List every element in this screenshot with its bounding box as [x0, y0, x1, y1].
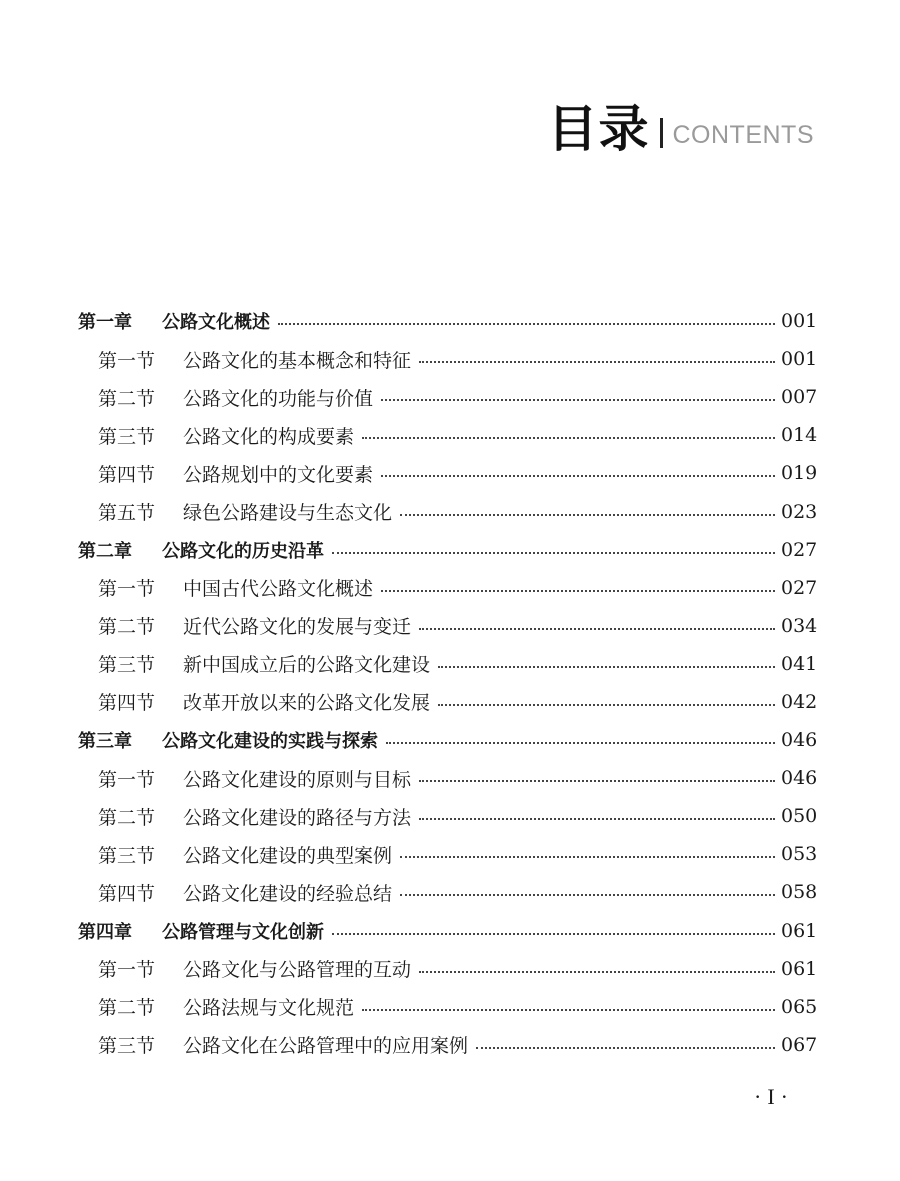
toc-entry-number: 第三节: [98, 1035, 156, 1058]
toc-entry-title: 公路文化概述: [162, 312, 270, 334]
toc-section-entry[interactable]: [78, 569, 818, 607]
toc-entry-page: 053: [781, 843, 818, 866]
page-number: ·I·: [754, 1084, 794, 1109]
dot-leader: [400, 856, 775, 858]
toc-entry-title: 公路文化的历史沿革: [162, 540, 324, 562]
toc-section-entry[interactable]: [78, 340, 818, 378]
toc-entry-title: 公路文化在公路管理中的应用案例: [183, 1035, 469, 1058]
toc-entry-page: 007: [781, 386, 818, 409]
toc-entry-title: 公路文化建设的经验总结: [183, 882, 393, 905]
toc-section-entry[interactable]: [78, 645, 818, 683]
toc-chapter-entry[interactable]: [78, 302, 818, 340]
toc-entry-title: 公路法规与文化规范: [183, 997, 355, 1020]
toc-entry-page: 014: [781, 424, 818, 447]
table-of-contents: [78, 302, 818, 1064]
toc-entry-page: 027: [781, 538, 818, 561]
toc-entry-number: 第四节: [98, 882, 156, 905]
toc-section-entry[interactable]: [78, 950, 818, 988]
toc-chapter-entry[interactable]: [78, 531, 818, 569]
toc-entry-number: 第二节: [98, 387, 156, 410]
dot-leader: [381, 590, 775, 592]
toc-entry-number: 第三节: [98, 844, 156, 867]
dot-leader: [476, 1047, 775, 1049]
toc-entry-title: 绿色公路建设与生态文化: [183, 502, 393, 525]
toc-section-entry[interactable]: [78, 378, 818, 416]
dot-leader: [438, 704, 775, 706]
toc-entry-page: 061: [781, 919, 818, 942]
toc-section-entry[interactable]: [78, 759, 818, 797]
toc-chapter-entry[interactable]: [78, 721, 818, 759]
toc-entry-number: 第三章: [78, 731, 132, 753]
toc-entry-number: 第二节: [98, 616, 156, 639]
toc-entry-title: 公路文化的构成要素: [183, 425, 355, 448]
toc-entry-title: 公路文化建设的实践与探索: [162, 731, 378, 753]
toc-entry-page: 042: [781, 690, 818, 713]
toc-entry-title: 公路文化的基本概念和特征: [183, 349, 412, 372]
dot-leader: [332, 552, 775, 554]
toc-entry-title: 公路文化建设的路径与方法: [183, 806, 412, 829]
toc-section-entry[interactable]: [78, 1026, 818, 1064]
toc-entry-title: 公路规划中的文化要素: [183, 463, 374, 486]
toc-section-entry[interactable]: [78, 835, 818, 873]
toc-entry-title: 公路文化建设的典型案例: [183, 844, 393, 867]
toc-entry-number: 第二节: [98, 806, 156, 829]
dot-leader: [419, 361, 775, 363]
toc-section-entry[interactable]: [78, 454, 818, 492]
toc-section-entry[interactable]: [78, 683, 818, 721]
toc-entry-number: 第四章: [78, 921, 132, 943]
toc-entry-number: 第二章: [78, 540, 132, 562]
toc-entry-page: 027: [781, 576, 818, 599]
toc-chapter-entry[interactable]: [78, 912, 818, 950]
dot-leader: [419, 628, 775, 630]
toc-entry-page: 061: [781, 957, 818, 980]
dot-leader: [419, 971, 775, 973]
toc-entry-number: 第一节: [98, 349, 156, 372]
toc-entry-title: 新中国成立后的公路文化建设: [183, 654, 431, 677]
toc-entry-title: 改革开放以来的公路文化发展: [183, 692, 431, 715]
title-divider: [660, 118, 663, 148]
dot-leader: [381, 399, 775, 401]
dot-leader: [419, 818, 775, 820]
toc-entry-page: 023: [781, 500, 818, 523]
page-title: 目录: [547, 100, 650, 158]
toc-entry-title: 中国古代公路文化概述: [183, 578, 374, 601]
toc-entry-page: 001: [781, 348, 818, 371]
dot-leader: [438, 666, 775, 668]
toc-entry-page: 034: [781, 614, 818, 637]
toc-entry-page: 046: [781, 729, 818, 752]
toc-entry-number: 第四节: [98, 463, 156, 486]
toc-entry-number: 第一节: [98, 578, 156, 601]
toc-entry-title: 近代公路文化的发展与变迁: [183, 616, 412, 639]
dot-leader: [278, 323, 775, 325]
page-header: [547, 96, 815, 158]
toc-entry-number: 第四节: [98, 692, 156, 715]
dot-leader: [400, 514, 775, 516]
toc-entry-page: 001: [781, 310, 818, 333]
toc-section-entry[interactable]: [78, 492, 818, 530]
toc-section-entry[interactable]: [78, 873, 818, 911]
toc-entry-page: 058: [781, 881, 818, 904]
toc-entry-title: 公路文化建设的原则与目标: [183, 768, 412, 791]
toc-entry-title: 公路文化与公路管理的互动: [183, 959, 412, 982]
toc-entry-page: 046: [781, 767, 818, 790]
toc-entry-number: 第三节: [98, 654, 156, 677]
toc-entry-page: 067: [781, 1033, 818, 1056]
toc-entry-title: 公路管理与文化创新: [162, 921, 324, 943]
toc-section-entry[interactable]: [78, 416, 818, 454]
toc-entry-page: 065: [781, 995, 818, 1018]
dot-leader: [362, 437, 775, 439]
toc-section-entry[interactable]: [78, 797, 818, 835]
toc-section-entry[interactable]: [78, 607, 818, 645]
dot-leader: [419, 780, 775, 782]
toc-entry-title: 公路文化的功能与价值: [183, 387, 374, 410]
page-subtitle: CONTENTS: [672, 121, 814, 149]
toc-entry-number: 第一章: [78, 312, 132, 334]
toc-entry-page: 041: [781, 652, 818, 675]
toc-entry-page: 050: [781, 805, 818, 828]
dot-leader: [386, 742, 775, 744]
dot-leader: [332, 933, 775, 935]
toc-section-entry[interactable]: [78, 988, 818, 1026]
dot-leader: [362, 1009, 775, 1011]
toc-entry-number: 第二节: [98, 997, 156, 1020]
toc-entry-number: 第五节: [98, 502, 156, 525]
toc-entry-page: 019: [781, 462, 818, 485]
toc-entry-number: 第三节: [98, 425, 156, 448]
toc-entry-number: 第一节: [98, 768, 156, 791]
toc-entry-number: 第一节: [98, 959, 156, 982]
dot-leader: [381, 475, 775, 477]
dot-leader: [400, 894, 775, 896]
